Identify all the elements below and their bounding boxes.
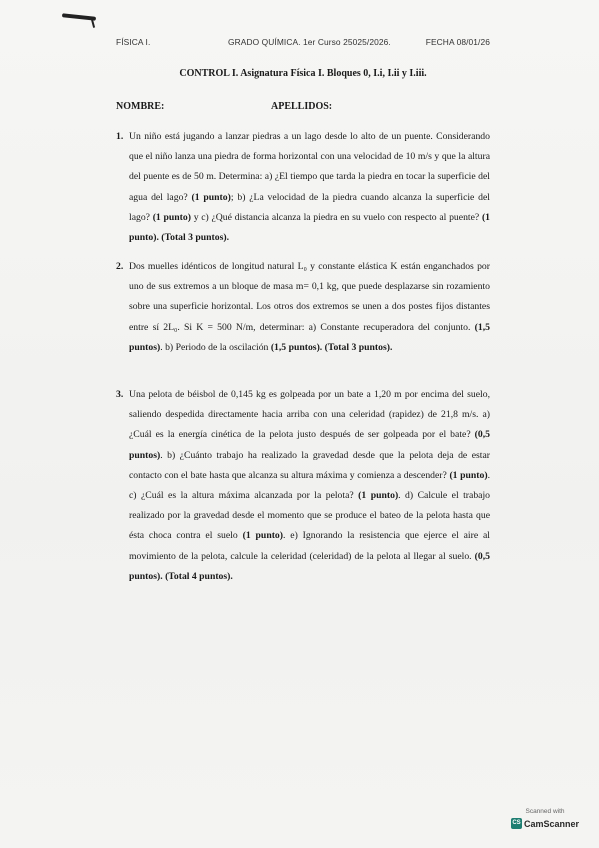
question-segment: Dos muelles idénticos de longitud natural L₀ y constante elástica K están enganchados por uno de sus extremos a un bloque de masa m= 0,1 kg, que puede desplazarse sin rozamiento sobre una superficie horizontal. Los otros dos extremos se unen a dos postes fijos distantes entre sí 2L₀. Si K = 500 N/m, determinar: a) Constante recuperadora del conjunto. — [129, 261, 490, 333]
question-text — [129, 257, 490, 358]
score-text: (1 punto) — [449, 469, 488, 481]
camscanner-logo-icon: CS — [511, 818, 522, 829]
exam-header — [116, 37, 490, 51]
scanned-label: Scanned with — [525, 808, 565, 815]
surname-label: APELLIDOS: — [271, 101, 333, 112]
score-text: (1,5 puntos) — [129, 321, 490, 353]
score-text: (1 punto) — [242, 530, 283, 542]
question-2 — [116, 257, 490, 358]
exam-title: CONTROL I. Asignatura Física I. Bloques 0, I.i, I.ii y I.iii. — [179, 68, 427, 79]
question-3 — [116, 385, 490, 587]
header-grade: GRADO QUÍMICA. 1er Curso 25025/2026. — [228, 37, 391, 47]
question-segment: . e) Ignorando la resistencia que ejerce el aire al movimiento de la pelota, calcule la celeridad (celeridad) de la pelota al llegar al suelo. — [129, 530, 490, 562]
score-text: (0,5 puntos). (Total 4 puntos). — [129, 550, 490, 582]
score-text: (1 punto) — [191, 191, 231, 203]
question-segment: . d) Calcule el trabajo realizado por la gravedad desde el momento que se produce el bateo de la pelota hasta que ésta choca contra el suelo — [129, 490, 491, 542]
question-segment: Una pelota de béisbol de 0,145 kg es golpeada por un bate a 1,20 m por encima del suelo, saliendo despedida directamente hacia arriba con una celeridad (rapidez) de 21,8 m/s. a) ¿Cuál es la energía cinética de la pelota justo después de ser golpeada por el bate? — [129, 389, 490, 441]
question-text — [129, 127, 490, 248]
pen-mark-tick — [91, 18, 101, 28]
camscanner-brand-name: CamScanner — [523, 818, 580, 829]
score-text: (1 punto) — [152, 211, 191, 223]
header-subject: FÍSICA I. — [116, 37, 151, 47]
question-1 — [116, 127, 490, 248]
camscanner-watermark — [505, 808, 585, 838]
question-segment: . b) Periodo de la oscilación — [160, 341, 271, 353]
question-segment: ; b) ¿La velocidad de la piedra cuando alcanza la superficie del lago? — [129, 191, 490, 223]
question-number: 1. — [116, 131, 124, 142]
question-segment: y c) ¿Qué distancia alcanza la piedra en su vuelo con respecto al puente? — [190, 211, 482, 223]
question-segment: . c) ¿Cuál es la altura máxima alcanzada por la pelota? — [129, 469, 490, 502]
score-text: (1 punto). (Total 3 puntos). — [129, 211, 491, 244]
question-number: 2. — [116, 261, 124, 272]
question-segment: . b) ¿Cuánto trabajo ha realizado la gravedad desde que la pelota deja de estar contacto con el bate hasta que alcanza su altura máxima y comienza a descender? — [129, 449, 490, 481]
student-fields — [116, 101, 496, 115]
question-text — [129, 385, 490, 587]
score-text: (1,5 puntos). (Total 3 puntos). — [270, 341, 393, 353]
score-text: (1 punto) — [358, 490, 399, 502]
camscanner-brand — [505, 818, 585, 829]
question-segment: Un niño está jugando a lanzar piedras a un lago desde lo alto de un puente. Considerando que el niño lanza una piedra de forma horizontal con una velocidad de 10 m/s y que la altura del puente es de 50 m. Determina: a) ¿El tiempo que tarda la piedra en tocar la superficie del agua del lago? — [129, 131, 490, 203]
header-date: FECHA 08/01/26 — [425, 37, 490, 47]
name-label: NOMBRE: — [116, 101, 165, 112]
score-text: (0,5 puntos) — [129, 429, 490, 461]
question-number: 3. — [116, 389, 124, 400]
